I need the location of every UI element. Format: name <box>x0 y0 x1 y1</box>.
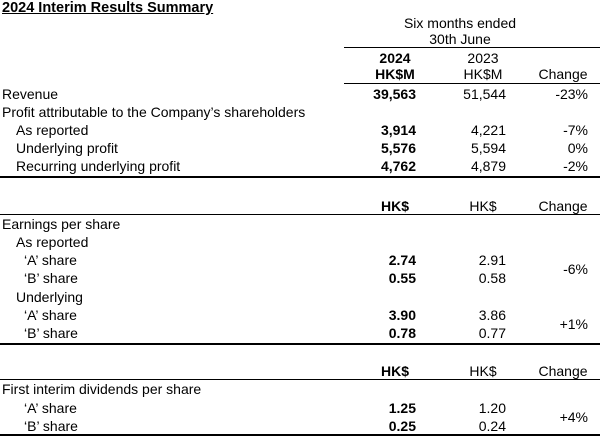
profit-heading: Profit attributable to the Company’s shareholders <box>2 104 306 120</box>
section2-header-rule <box>0 214 600 215</box>
eps-underlying-b-label: ‘B’ share <box>24 325 78 341</box>
col-2023-year: 2023 <box>467 50 499 66</box>
div-b-2023: 0.24 <box>478 418 506 434</box>
eps-col-2023: HK$ <box>469 198 497 214</box>
profit-row-label: As reported <box>16 122 89 138</box>
period-header-rule <box>344 47 600 48</box>
section1-bottom-rule <box>0 176 600 178</box>
eps-col-change: Change <box>538 198 588 214</box>
profit-row-change: -7% <box>563 122 588 138</box>
profit-row-2024: 4,762 <box>380 158 416 174</box>
div-a-2023: 1.20 <box>478 400 506 416</box>
div-col-2024: HK$ <box>380 363 409 379</box>
section2-bottom-rule <box>0 343 600 345</box>
eps-reported-a-label: ‘A’ share <box>24 252 77 268</box>
eps-heading: Earnings per share <box>2 216 121 232</box>
revenue-label: Revenue <box>2 86 59 102</box>
eps-reported-b-2024: 0.55 <box>388 270 416 286</box>
dividends-heading: First interim dividends per share <box>2 381 202 397</box>
div-b-2024: 0.25 <box>388 418 416 434</box>
eps-reported-a-2023: 2.91 <box>478 252 506 268</box>
profit-row-change: 0% <box>567 140 588 156</box>
period-header-line2: 30th June <box>429 31 491 47</box>
profit-row-2023: 4,879 <box>470 158 506 174</box>
profit-row-label: Underlying profit <box>16 140 118 156</box>
div-col-2023: HK$ <box>469 363 497 379</box>
eps-reported-b-2023: 0.58 <box>478 270 506 286</box>
profit-row-change: -2% <box>563 158 588 174</box>
page-title: 2024 Interim Results Summary <box>2 0 214 16</box>
revenue-2023: 51,544 <box>463 86 506 102</box>
eps-underlying-a-2024: 3.90 <box>388 307 416 323</box>
eps-reported-b-label: ‘B’ share <box>24 270 78 286</box>
profit-row-2024: 5,576 <box>380 140 416 156</box>
section3-header-rule <box>0 379 600 380</box>
eps-col-2024: HK$ <box>380 198 409 214</box>
profit-row-label: Recurring underlying profit <box>16 158 181 174</box>
col-2024-unit: HK$M <box>375 66 415 82</box>
section1-header-rule <box>344 83 600 84</box>
eps-underlying-a-2023: 3.86 <box>478 307 506 323</box>
eps-underlying-label: Underlying <box>16 289 83 305</box>
div-a-label: ‘A’ share <box>24 400 77 416</box>
eps-as-reported-label: As reported <box>16 234 89 250</box>
col-2024-year: 2024 <box>379 50 411 66</box>
div-b-label: ‘B’ share <box>24 418 78 434</box>
col-2023-unit: HK$M <box>463 66 503 82</box>
div-col-change: Change <box>538 363 588 379</box>
profit-row-2023: 5,594 <box>470 140 506 156</box>
eps-reported-change: -6% <box>563 261 588 277</box>
profit-row-2023: 4,221 <box>470 122 506 138</box>
eps-underlying-b-2024: 0.78 <box>388 325 416 341</box>
eps-underlying-change: +1% <box>559 316 588 332</box>
profit-row-2024: 3,914 <box>380 122 416 138</box>
revenue-2024: 39,563 <box>373 86 416 102</box>
col-change-header: Change <box>538 66 588 82</box>
eps-underlying-a-label: ‘A’ share <box>24 307 77 323</box>
eps-underlying-b-2023: 0.77 <box>478 325 506 341</box>
eps-reported-a-2024: 2.74 <box>388 252 416 268</box>
div-a-2024: 1.25 <box>388 400 416 416</box>
period-header-line1: Six months ended <box>403 15 517 31</box>
div-change: +4% <box>559 409 588 425</box>
revenue-change: -23% <box>555 86 588 102</box>
